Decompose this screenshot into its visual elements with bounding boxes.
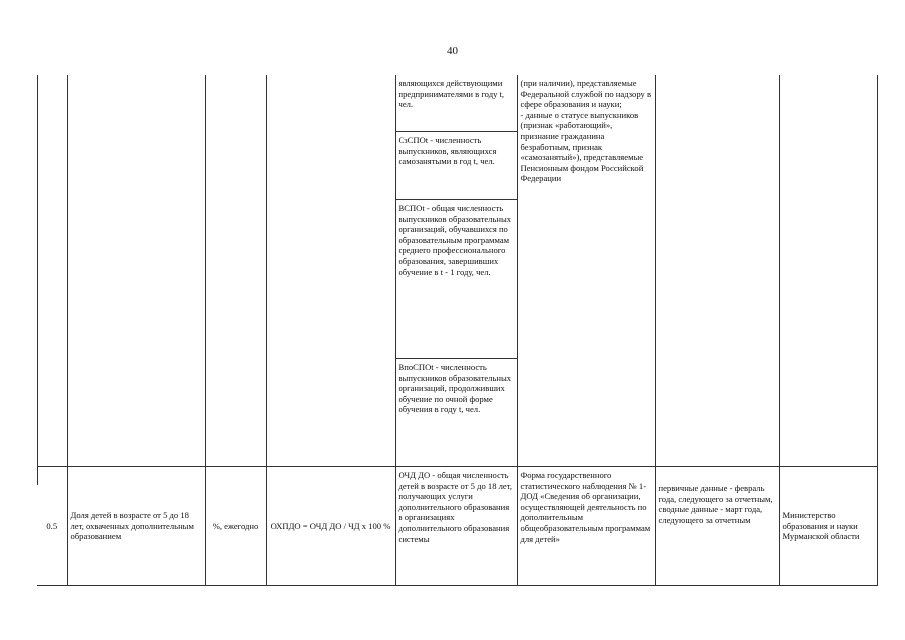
cell-timing: первичные данные - февраль года, следующего за отчетным, сводные данные - март года, следующего за отчетным — [655, 467, 779, 586]
cell-source: Форма государственного статистического наблюдения № 1-ДОД «Сведения об организации, осуществляющей деятельность по дополнительным общеобразовательным программам для детей» — [517, 467, 655, 586]
cell-number-empty — [37, 75, 67, 467]
cell-variable-selfemployed: СзСПОt - численность выпускников, являющихся самозанятыми в год t, чел. — [395, 132, 517, 200]
cell-formula: ОХПДО = ОЧД ДО / ЧД х 100 % — [266, 467, 395, 586]
cell-formula-empty — [266, 75, 395, 467]
indicators-table — [37, 75, 878, 586]
cell-variable-entrepreneurs: являющихся действующими предпринимателями в году t, чел. — [395, 75, 517, 132]
cell-source-continued: (при наличии), представляемые Федеральной службой по надзору в сфере образования и науки; - данные о статусе выпускников (признак «работающий», признание гражданина безработным, признак «самозанятый»), представляемые Пенсионным фондом Российской Федерации — [517, 75, 655, 467]
table-row-0-5 — [37, 467, 877, 586]
cell-variable-graduates-total: ВСПОt - общая численность выпускников образовательных организаций, обучавшихся по образовательным программам среднего профессионального образования, завершивших обучение в t - 1 году, чел. — [395, 200, 517, 359]
cell-responsible-empty — [779, 75, 877, 467]
cell-unit-empty — [205, 75, 266, 467]
cell-row-number: 0.5 — [37, 467, 67, 586]
cell-unit: %, ежегодно — [205, 467, 266, 586]
cell-variable: ОЧД ДО - общая численность детей в возрасте от 5 до 18 лет, получающих услуги дополнительного образования в организациях дополнительного образования системы — [395, 467, 517, 586]
cell-responsible: Министерство образования и науки Мурманской области — [779, 467, 877, 586]
cell-indicator: Доля детей в возрасте от 5 до 18 лет, охваченных дополнительным образованием — [67, 467, 205, 586]
cell-variable-graduates-continuing: ВпоСПОt - численность выпускников образовательных организаций, продолживших обучение по очной форме обучения в году t, чел. — [395, 359, 517, 467]
table-row-continued — [37, 75, 877, 132]
cell-indicator-empty — [67, 75, 205, 467]
page-number: 40 — [447, 45, 458, 57]
cell-timing-empty — [655, 75, 779, 467]
